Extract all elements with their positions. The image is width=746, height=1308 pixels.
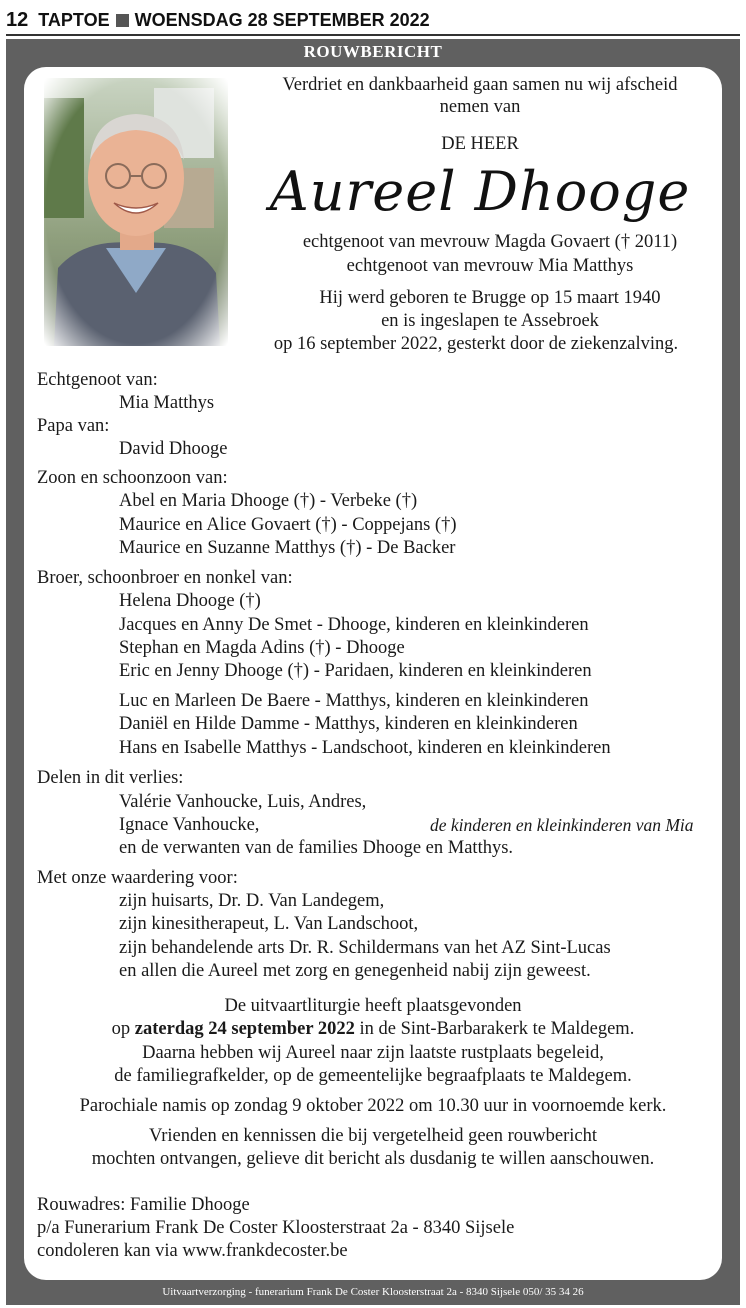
brother-heading: Broer, schoonbroer en nonkel van:: [37, 568, 293, 588]
address-line-1: Rouwadres: Familie Dhooge: [37, 1195, 250, 1215]
funeral-line-1: De uitvaartliturgie heeft plaatsgevonden: [224, 996, 522, 1016]
page-number: 12: [6, 8, 29, 31]
birth-line-2: en is ingeslapen te Assebroek: [381, 311, 599, 331]
address-line-2: p/a Funerarium Frank De Coster Kloosterstraat 2a - 8340 Sijsele: [37, 1218, 515, 1238]
funeral-line-4: de familiegrafkelder, op de gemeentelijke begraafplaats te Maldegem.: [114, 1066, 632, 1086]
friends-line-1: Vrienden en kennissen die bij vergetelheid geen rouwbericht: [148, 1126, 598, 1146]
publication-date: WOENSDAG 28 SEPTEMBER 2022: [134, 9, 430, 30]
funeral-home-footer: Uitvaartverzorging - funerarium Frank De Coster Kloosterstraat 2a - 8340 Sijsele 050/ 35 34 26: [162, 1286, 584, 1298]
mass-line: Parochiale namis op zondag 9 oktober 2022 om 10.30 uur in voornoemde kerk.: [79, 1096, 667, 1116]
list-item: zijn huisarts, Dr. D. Van Landegem,: [119, 891, 385, 911]
square-separator-icon: [116, 14, 129, 27]
portrait-photo: [44, 78, 228, 346]
list-item: Stephan en Magda Adins (†) - Dhooge: [119, 638, 405, 658]
funeral-line-3: Daarna hebben wij Aureel naar zijn laatste rustplaats begeleid,: [142, 1043, 604, 1063]
list-item: Daniël en Hilde Damme - Matthys, kinderen en kleinkinderen: [119, 714, 578, 734]
list-item: Jacques en Anny De Smet - Dhooge, kinderen en kleinkinderen: [119, 615, 589, 635]
notice-type: ROUWBERICHT: [303, 42, 443, 61]
spouse-line-2: echtgenoot van mevrouw Mia Matthys: [346, 256, 634, 276]
spouse-heading: Echtgenoot van:: [37, 370, 158, 390]
list-item: Ignace Vanhoucke,: [119, 815, 260, 835]
funeral-line-2: op zaterdag 24 september 2022 in de Sint-Barbarakerk te Maldegem.: [111, 1019, 635, 1039]
list-item: en allen die Aureel met zorg en genegenheid nabij zijn geweest.: [119, 961, 591, 981]
friends-line-2: mochten ontvangen, gelieve dit bericht als dusdanig te willen aanschouwen.: [91, 1149, 655, 1169]
list-item: Luc en Marleen De Baere - Matthys, kinderen en kleinkinderen: [119, 691, 589, 711]
birth-line-3: op 16 september 2022, gesterkt door de ziekenzalving.: [273, 334, 679, 354]
funeral-date: zaterdag 24 september 2022: [134, 1019, 355, 1039]
list-item: Maurice en Suzanne Matthys (†) - De Backer: [119, 538, 456, 558]
son-heading: Zoon en schoonzoon van:: [37, 468, 228, 488]
deceased-name: Aureel Dhooge: [269, 160, 691, 223]
list-item: Maurice en Alice Govaert (†) - Coppejans (†): [119, 515, 457, 535]
list-item: en de verwanten van de families Dhooge en Matthys.: [119, 838, 514, 858]
share-heading: Delen in dit verlies:: [37, 768, 184, 788]
birth-line-1: Hij werd geboren te Brugge op 15 maart 1940: [319, 288, 661, 308]
list-item: zijn behandelende arts Dr. R. Schildermans van het AZ Sint-Lucas: [119, 938, 611, 958]
intro-line-2: nemen van: [439, 97, 521, 117]
list-item: Mia Matthys: [119, 393, 215, 413]
list-item: David Dhooge: [119, 439, 228, 459]
spouse-line-1: echtgenoot van mevrouw Magda Govaert († 2011): [302, 232, 678, 252]
honorific: DE HEER: [441, 134, 519, 154]
publication-name: TAPTOE: [38, 9, 110, 30]
list-item: zijn kinesitherapeut, L. Van Landschoot,: [119, 914, 419, 934]
list-item: Eric en Jenny Dhooge (†) - Paridaen, kinderen en kleinkinderen: [119, 661, 592, 681]
condolence-link[interactable]: condoleren kan via www.frankdecoster.be: [37, 1241, 348, 1261]
thanks-heading: Met onze waardering voor:: [37, 868, 238, 888]
intro-line-1: Verdriet en dankbaarheid gaan samen nu wij afscheid: [282, 75, 678, 95]
portrait-image: [44, 78, 228, 346]
list-item: Valérie Vanhoucke, Luis, Andres,: [119, 792, 367, 812]
father-heading: Papa van:: [37, 416, 110, 436]
masthead: [6, 6, 740, 36]
list-item: Hans en Isabelle Matthys - Landschoot, kinderen en kleinkinderen: [119, 738, 611, 758]
list-item: Abel en Maria Dhooge (†) - Verbeke (†): [119, 491, 418, 511]
share-note: de kinderen en kleinkinderen van Mia: [430, 815, 694, 835]
list-item: Helena Dhooge (†): [119, 591, 261, 611]
